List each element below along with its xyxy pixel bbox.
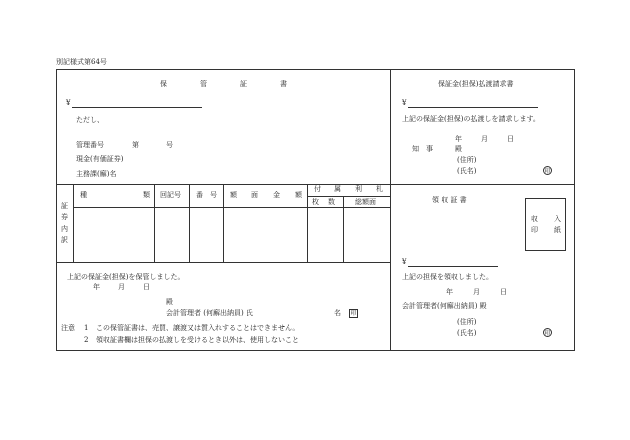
request-jusho: (住所) xyxy=(457,156,477,164)
col-div-5 xyxy=(343,196,344,262)
custody-date-month: 月 xyxy=(118,283,125,291)
header-shurui-2: 類 xyxy=(143,191,150,199)
stamp-label-3: 印 xyxy=(531,226,538,234)
notes-label: 注意 xyxy=(61,324,75,332)
header-gakumen-3: 金 xyxy=(273,191,280,199)
form-frame xyxy=(56,69,575,351)
header-fuzoku-1: 付 xyxy=(314,185,321,193)
header-sogakumen: 総額面 xyxy=(355,198,376,206)
header-fuzoku-3: 利 xyxy=(355,185,362,193)
received-jusho: (住所) xyxy=(457,318,477,326)
fuzoku-sub-rule xyxy=(307,196,391,197)
header-gakumen-1: 額 xyxy=(230,191,237,199)
received-date-day: 日 xyxy=(500,288,507,296)
note-2-text: 領収証書欄は担保の払渡しを受けるとき以外は、使用しないこと xyxy=(96,336,299,344)
header-bango-1: 番 xyxy=(196,191,203,199)
header-gakumen-4: 額 xyxy=(295,191,302,199)
col-div-3 xyxy=(223,184,224,262)
revenue-stamp-box xyxy=(525,198,566,251)
custody-date-year: 年 xyxy=(93,283,100,291)
cert-go: 号 xyxy=(166,141,173,149)
received-text: 上記の担保を領収しました。 xyxy=(402,273,493,281)
received-date-month: 月 xyxy=(473,288,480,296)
note-2-num: 2 xyxy=(84,336,89,344)
cert-title-2: 管 xyxy=(200,80,207,88)
cert-genkin: 現金(有価証券) xyxy=(76,155,124,163)
received-amount-line xyxy=(408,266,498,267)
request-dono: 殿 xyxy=(455,145,462,153)
header-gakumen-2: 面 xyxy=(251,191,258,199)
custody-mei: 名 xyxy=(334,309,341,317)
custody-date-day: 日 xyxy=(143,283,150,291)
stamp-label-1: 収 xyxy=(531,215,538,223)
request-date-month: 月 xyxy=(481,135,488,143)
col-div-1 xyxy=(154,184,155,262)
received-shimei: (氏名) xyxy=(457,329,477,337)
request-date-year: 年 xyxy=(455,135,462,143)
custody-seal-icon: 印 xyxy=(350,310,357,317)
side-label-divider xyxy=(73,184,74,262)
header-fuzoku-2: 属 xyxy=(334,185,341,193)
request-amount-line xyxy=(408,107,538,108)
header-maisu-2: 数 xyxy=(328,198,335,206)
request-text: 上記の保証金(担保)の払渡しを請求します。 xyxy=(402,115,540,123)
header-shurui-1: 種 xyxy=(80,191,87,199)
cert-title-3: 証 xyxy=(240,80,247,88)
col-div-2 xyxy=(189,184,190,262)
cert-tadashi: ただし、 xyxy=(76,116,104,124)
received-seal-icon: 印 xyxy=(544,330,551,337)
cert-dai: 第 xyxy=(132,141,139,149)
custody-dono: 殿 xyxy=(166,298,173,306)
form-label: 別記様式第64号 xyxy=(56,58,107,66)
table-bottom-rule xyxy=(56,262,391,263)
received-officer: 会計管理者(何廨出納員) 殿 xyxy=(402,302,487,310)
stamp-label-2: 入 xyxy=(554,215,561,223)
header-bango-2: 号 xyxy=(210,191,217,199)
cert-title-4: 書 xyxy=(280,80,287,88)
header-fuzoku-4: 札 xyxy=(376,185,383,193)
request-chiji: 知 事 xyxy=(412,145,433,153)
request-yen: ¥ xyxy=(402,99,407,107)
side-label-4: 訳 xyxy=(61,236,68,244)
side-label-2: 券 xyxy=(61,213,68,221)
request-shimei: (氏名) xyxy=(457,167,477,175)
center-divider xyxy=(390,69,391,351)
cert-shumuka: 主務課(廨)名 xyxy=(76,170,117,178)
custody-text: 上記の保証金(担保)を保管しました。 xyxy=(67,273,185,281)
side-label-1: 証 xyxy=(61,202,68,210)
request-date-day: 日 xyxy=(507,135,514,143)
received-yen: ¥ xyxy=(402,258,407,266)
note-1-num: 1 xyxy=(84,324,89,332)
stamp-label-4: 紙 xyxy=(554,226,561,234)
cert-title-1: 保 xyxy=(160,80,167,88)
cert-yen: ¥ xyxy=(66,99,71,107)
request-title: 保証金(担保)払渡請求書 xyxy=(438,80,514,88)
header-kaikigo: 回記号 xyxy=(160,191,181,199)
received-date-year: 年 xyxy=(446,288,453,296)
side-label-3: 内 xyxy=(61,225,68,233)
request-seal-icon: 印 xyxy=(544,168,551,175)
header-maisu-1: 枚 xyxy=(312,198,319,206)
receipt-title: 領 収 証 書 xyxy=(432,196,467,204)
note-1-text: この保管証書は、売買、譲渡又は質入れすることはできません。 xyxy=(96,324,300,332)
custody-officer: 会計管理者 (何廨出納員) 氏 xyxy=(166,309,253,317)
cert-kanri-bango: 管理番号 xyxy=(76,141,104,149)
col-div-4 xyxy=(307,184,308,262)
cert-amount-line xyxy=(72,107,202,108)
